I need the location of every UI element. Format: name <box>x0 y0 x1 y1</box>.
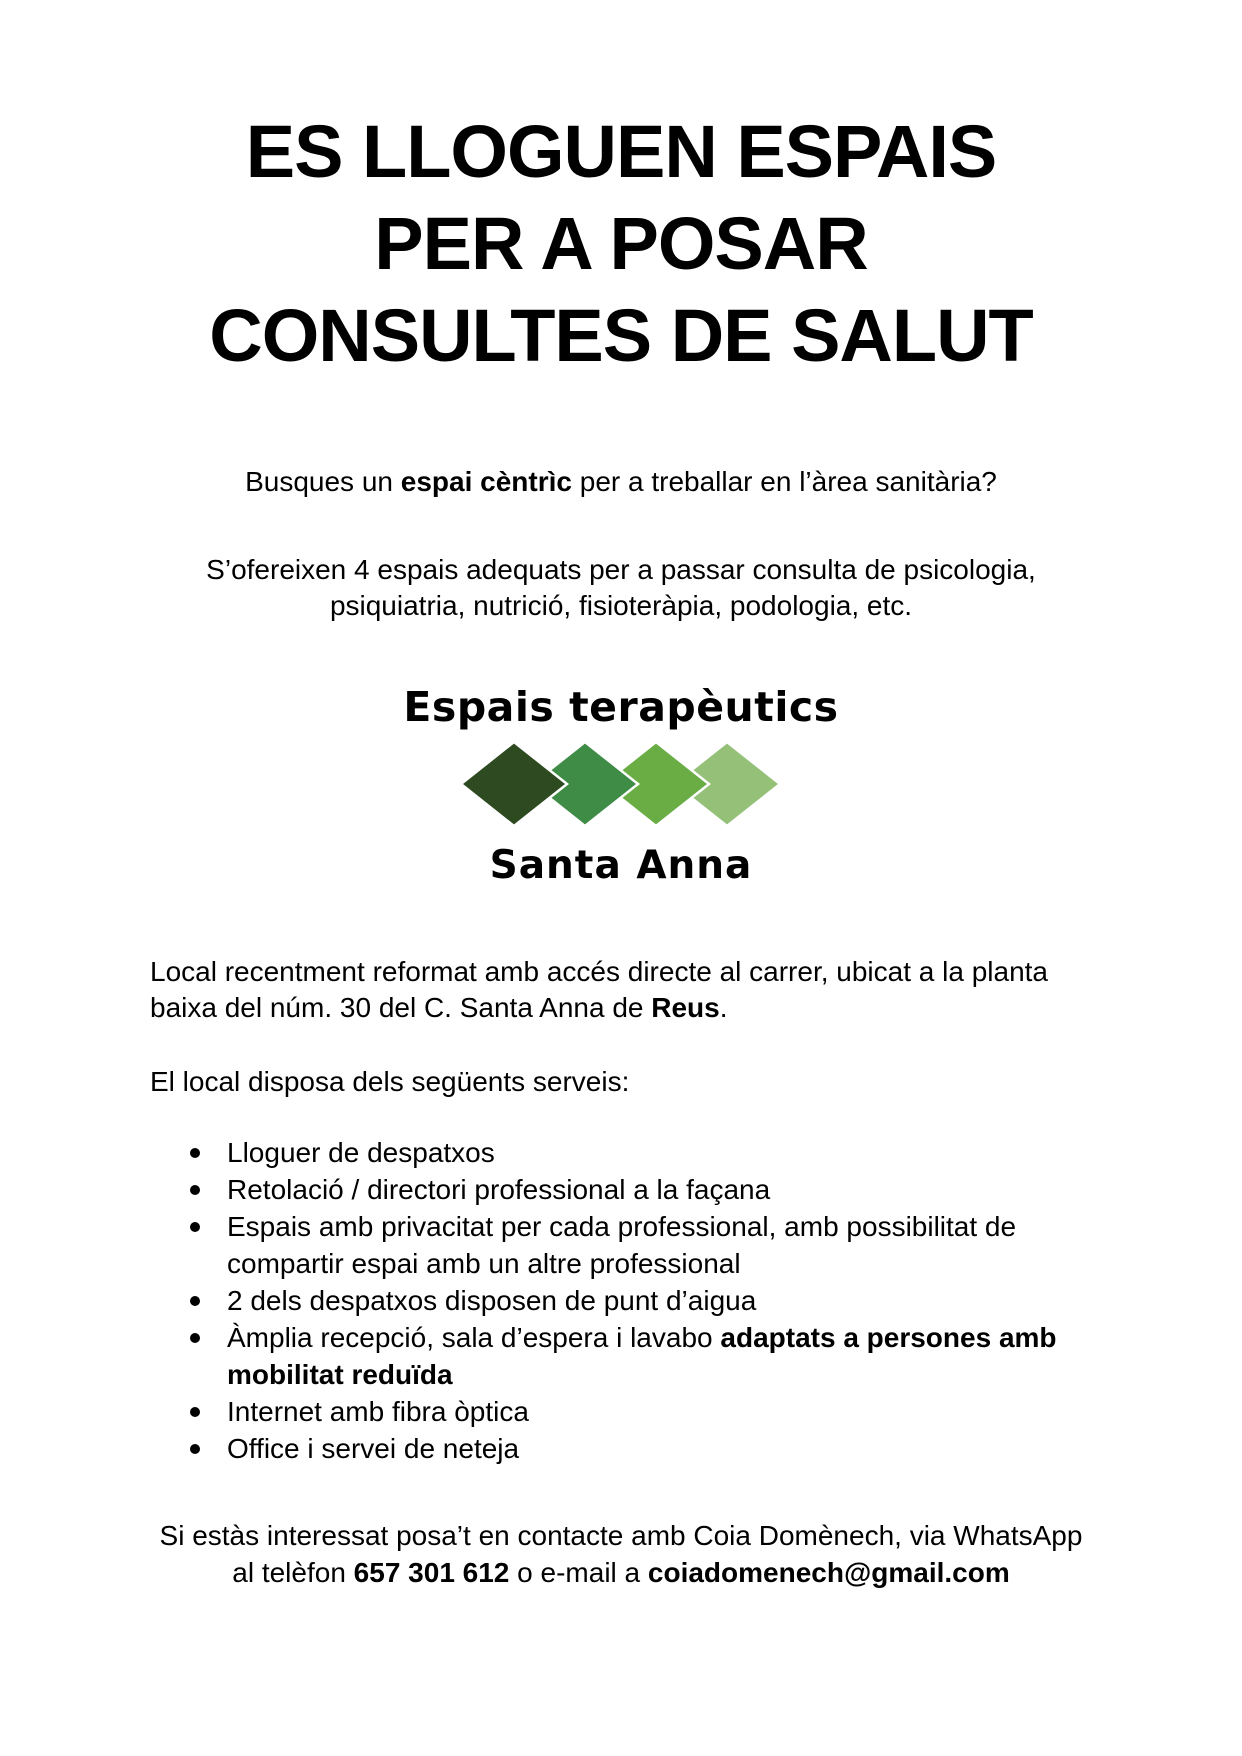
question-line <box>150 464 1092 500</box>
flyer-content <box>150 106 1092 1591</box>
service-list-item <box>150 1208 1092 1282</box>
text-segment: o e-mail a <box>509 1557 648 1588</box>
text-segment: Internet amb fibra òptica <box>227 1396 529 1427</box>
text-segment: adaptats a persones amb mobilitat reduïda <box>227 1322 1057 1390</box>
service-item-text <box>227 1433 519 1464</box>
bullet-icon <box>190 1333 200 1343</box>
page-title-line-1: ES LLOGUEN ESPAIS <box>245 110 997 193</box>
bullet-icon <box>190 1444 200 1454</box>
text-segment: Espais amb privacitat per cada professional, amb possibilitat de compartir espai amb un altre professional <box>227 1211 1017 1279</box>
page-title-line-3: CONSULTES DE SALUT <box>209 294 1033 377</box>
diamond-shape-1 <box>461 742 567 826</box>
text-segment: Local recentment reformat amb accés directe al carrer, ubicat a la planta baixa del núm. 30 del C. Santa Anna de <box>150 956 1048 1023</box>
text-segment: 2 dels despatxos disposen de punt d’aigua <box>227 1285 757 1316</box>
text-segment: coiadomenech@gmail.com <box>647 1557 1010 1588</box>
logo-diamonds-icon <box>150 740 1092 828</box>
service-list-item <box>150 1282 1092 1319</box>
bullet-icon <box>190 1407 200 1417</box>
bullet-icon <box>190 1185 200 1195</box>
text-segment: Retolació / directori professional a la façana <box>227 1174 771 1205</box>
service-list-item <box>150 1319 1092 1393</box>
services-list <box>150 1134 1092 1467</box>
service-item-text <box>227 1322 1057 1390</box>
text-segment: Reus <box>651 992 720 1023</box>
espais-terapeutics-logo <box>150 682 1092 890</box>
text-segment: 657 301 612 <box>353 1557 510 1588</box>
text-segment: . <box>719 992 728 1023</box>
service-item-text <box>227 1137 495 1168</box>
service-list-item <box>150 1430 1092 1467</box>
text-segment: per a treballar en l’àrea sanitària? <box>571 466 997 497</box>
text-segment: espai cèntrìc <box>400 466 572 497</box>
logo-name-bottom: Santa Anna <box>489 843 753 888</box>
service-item-text <box>227 1211 1016 1279</box>
text-segment: Si estàs interessat posa’t en contacte amb Coia Domènech, via WhatsApp al telèfon <box>159 1520 1083 1588</box>
text-segment: Office i servei de neteja <box>227 1433 520 1464</box>
bullet-icon <box>190 1222 200 1232</box>
services-intro: El local disposa dels següents serveis: <box>150 1066 630 1097</box>
bullet-icon <box>190 1296 200 1306</box>
logo-name-top: Espais terapèutics <box>403 683 839 731</box>
text-segment: Busques un <box>245 466 401 497</box>
service-list-item <box>150 1134 1092 1171</box>
service-list-item <box>150 1171 1092 1208</box>
text-segment: Lloguer de despatxos <box>227 1137 495 1168</box>
service-list-item <box>150 1393 1092 1430</box>
contact-paragraph <box>150 1517 1092 1591</box>
offer-paragraph <box>171 552 1071 624</box>
text-segment: S’ofereixen 4 espais adequats per a passar consulta de psicologia, psiquiatria, nutrició, fisioteràpia, podologia, etc. <box>206 554 1036 621</box>
service-item-text <box>227 1285 756 1316</box>
page-title <box>150 106 1092 382</box>
service-item-text <box>227 1174 770 1205</box>
service-item-text <box>227 1396 529 1427</box>
page-title-line-2: PER A POSAR <box>374 202 868 285</box>
location-paragraph <box>150 954 1092 1026</box>
text-segment: Àmplia recepció, sala d’espera i lavabo <box>227 1322 721 1353</box>
bullet-icon <box>190 1148 200 1158</box>
